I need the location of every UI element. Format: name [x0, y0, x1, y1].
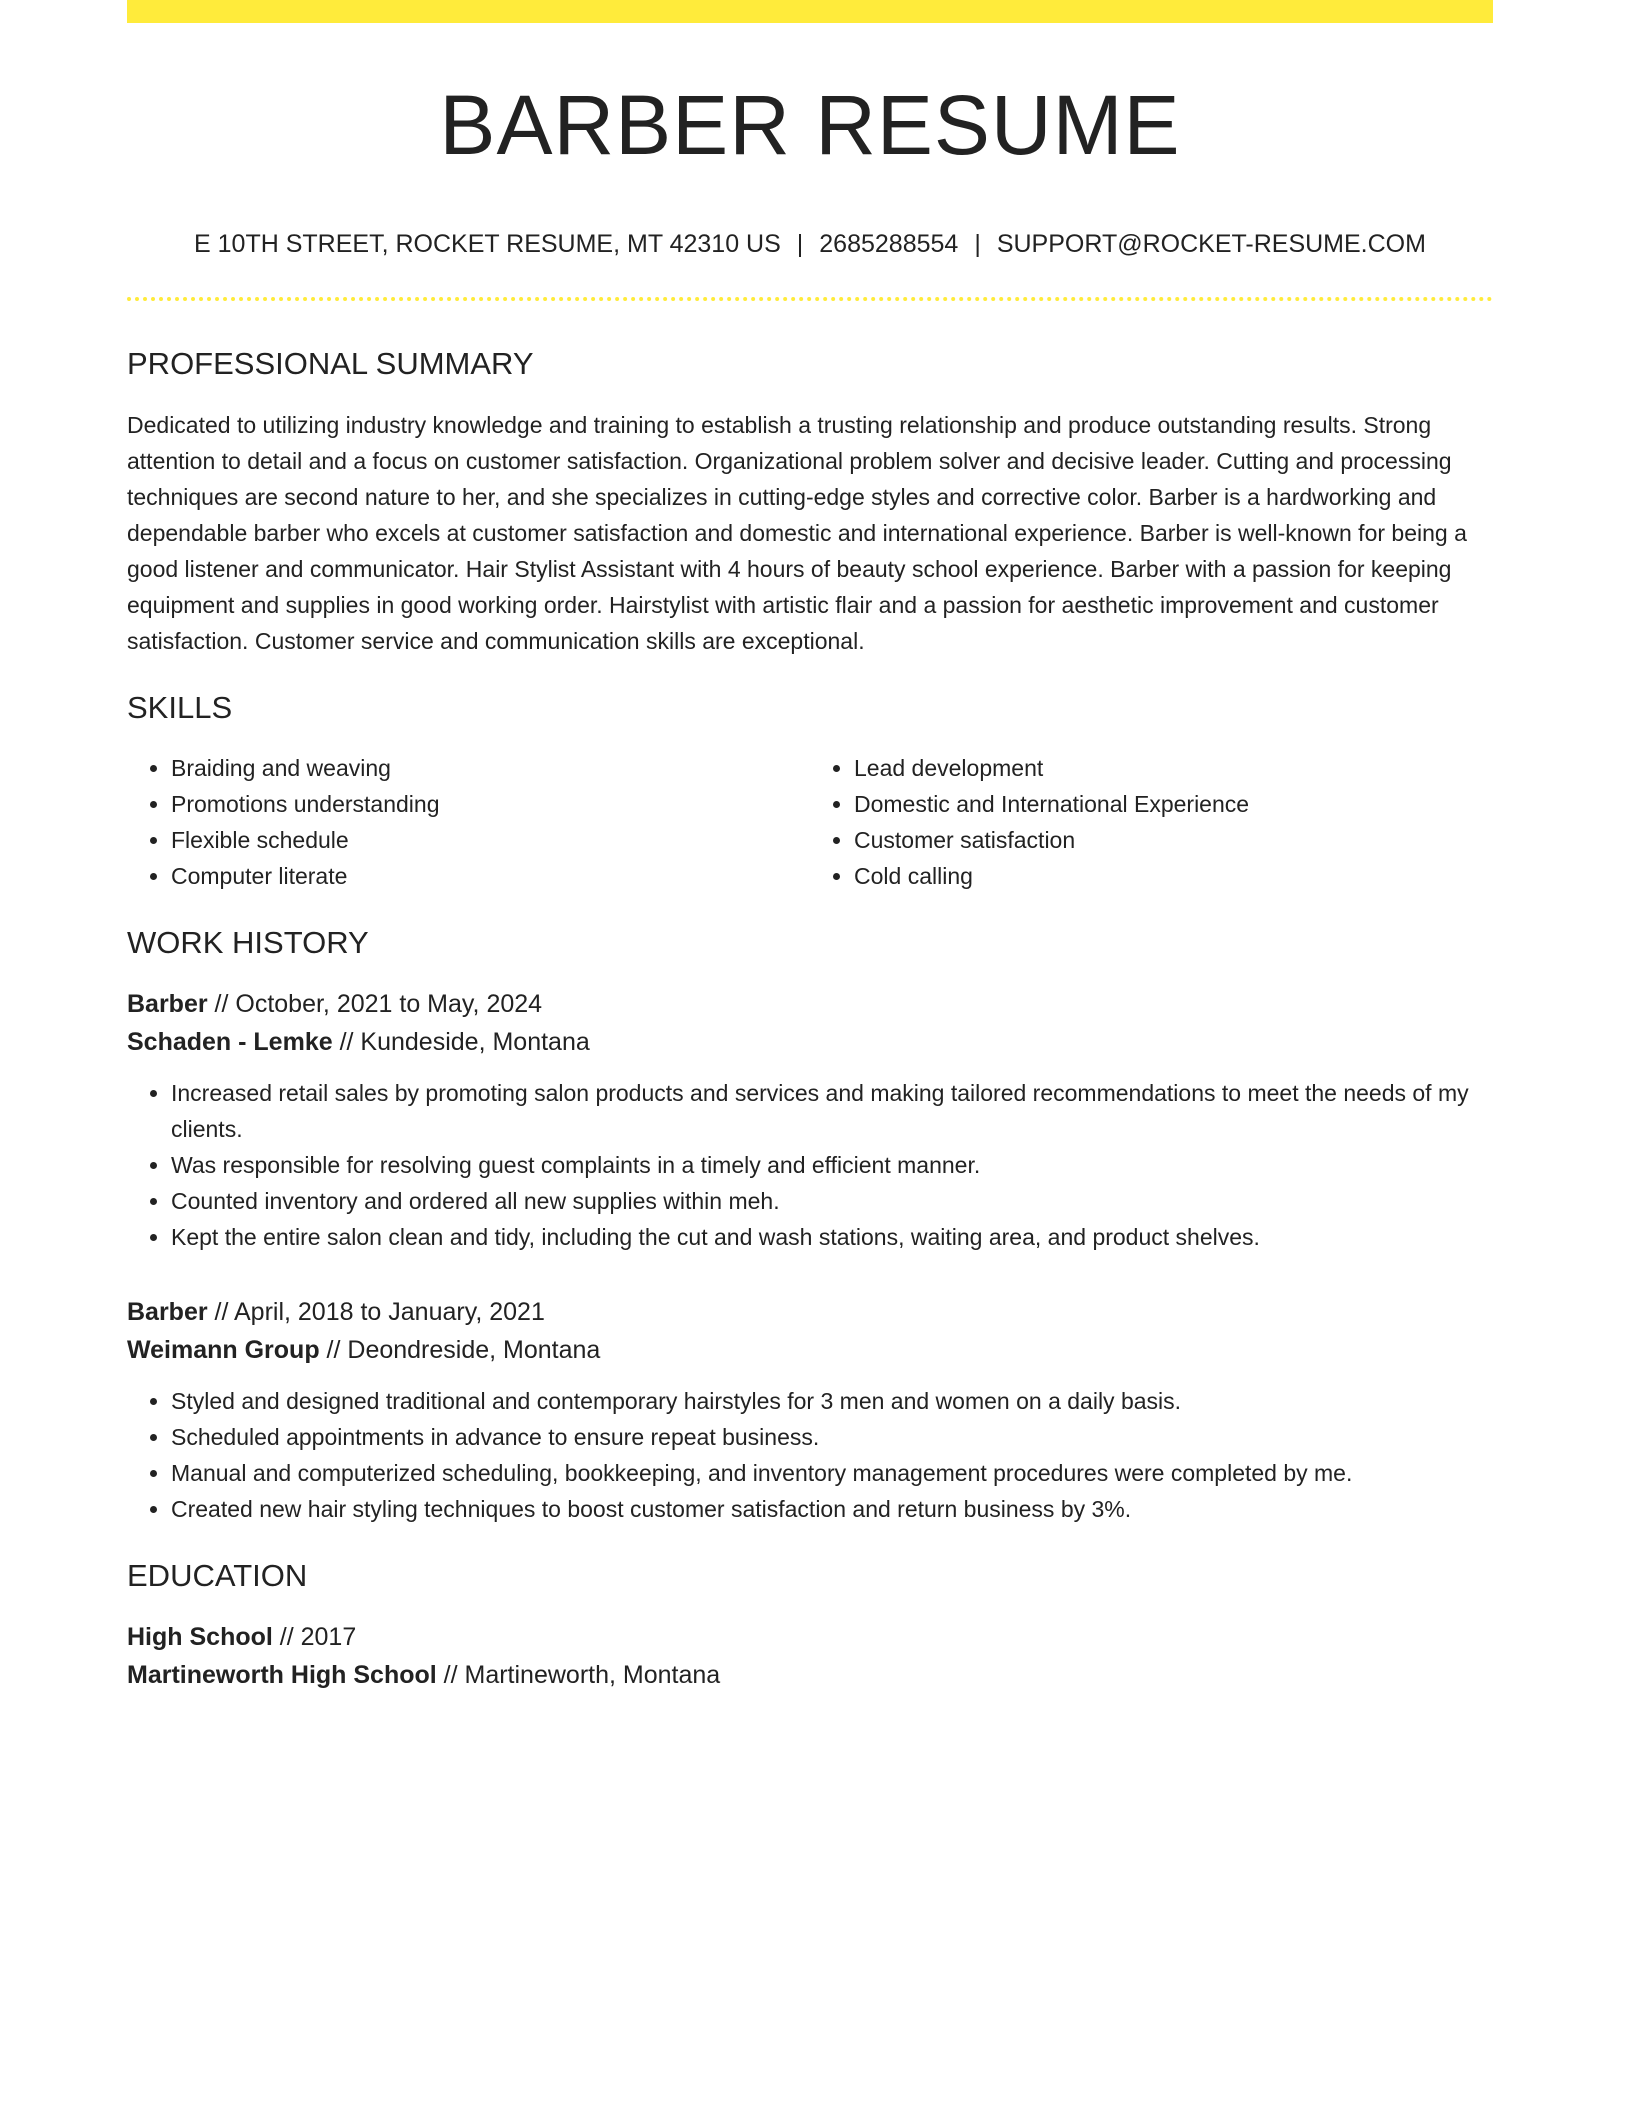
skill-item: • Braiding and weaving — [171, 750, 810, 786]
job-bullet: • Styled and designed traditional and contemporary hairstyles for 3 men and women on a daily basis. — [171, 1383, 1493, 1419]
job-bullets — [127, 1075, 1493, 1255]
job-bullet: • Increased retail sales by promoting salon products and services and making tailored recommendations to meet the needs of my clients. — [171, 1075, 1493, 1147]
job-bullet: • Manual and computerized scheduling, bookkeeping, and inventory management procedures were completed by me. — [171, 1455, 1493, 1491]
skill-item: • Promotions understanding — [171, 786, 810, 822]
education-school-line — [127, 1656, 1493, 1694]
job-company-line — [127, 1331, 1493, 1369]
job-role-line — [127, 1293, 1493, 1331]
education-entry — [127, 1618, 1493, 1694]
job-company: Weimann Group — [127, 1335, 320, 1364]
education-location: // Martineworth, Montana — [436, 1661, 721, 1690]
skill-item: • Domestic and International Experience — [854, 786, 1493, 822]
job-bullets — [127, 1383, 1493, 1527]
skills-heading: SKILLS — [127, 689, 233, 725]
skills-column-right — [810, 750, 1493, 894]
contact-email: SUPPORT@ROCKET-RESUME.COM — [996, 230, 1426, 259]
job-location: // Kundeside, Montana — [332, 1027, 590, 1056]
contact-address: E 10TH STREET, ROCKET RESUME, MT 42310 US — [194, 230, 781, 259]
job-dates: // April, 2018 to January, 2021 — [207, 1297, 545, 1326]
job-dates: // October, 2021 to May, 2024 — [207, 989, 543, 1018]
summary-text: Dedicated to utilizing industry knowledge and training to establish a trusting relationship and produce outstanding results. Strong attention to detail and a focus on customer satisfaction. Organizational problem solver and decisive leader. Cutting and processing techniques are second nature to her, and she specializes in cutting-edge styles and corrective color. Barber is a hardworking and dependable barber who excels at customer satisfaction and domestic and international experience. Barber is well-known for being a good listener and communicator. Hair Stylist Assistant with 4 hours of beauty school experience. Barber with a passion for keeping equipment and supplies in good working order. Hairstylist with artistic flair and a passion for aesthetic improvement and customer satisfaction. Customer service and communication skills are exceptional. — [127, 411, 1467, 654]
job-entry — [127, 1293, 1493, 1527]
job-location: // Deondreside, Montana — [319, 1335, 601, 1364]
education-heading: EDUCATION — [127, 1557, 308, 1593]
skills-list — [127, 750, 1493, 894]
resume-title: BARBER RESUME — [439, 78, 1181, 172]
contact-phone: 2685288554 — [819, 230, 959, 259]
education-year: // 2017 — [272, 1623, 357, 1652]
skill-item: • Flexible schedule — [171, 822, 810, 858]
job-entry — [127, 985, 1493, 1255]
summary-heading: PROFESSIONAL SUMMARY — [127, 346, 534, 382]
job-bullet: • Scheduled appointments in advance to ensure repeat business. — [171, 1419, 1493, 1455]
contact-separator: | — [796, 230, 804, 259]
skill-item: • Lead development — [854, 750, 1493, 786]
job-bullet: • Kept the entire salon clean and tidy, including the cut and wash stations, waiting area, and product shelves. — [171, 1219, 1493, 1255]
contact-line — [127, 229, 1493, 259]
education-degree: High School — [127, 1623, 273, 1652]
job-role-line — [127, 985, 1493, 1023]
accent-top-bar — [127, 0, 1493, 23]
job-bullet: • Counted inventory and ordered all new supplies within meh. — [171, 1183, 1493, 1219]
skill-item: • Customer satisfaction — [854, 822, 1493, 858]
contact-separator: | — [974, 230, 981, 259]
resume-page — [127, 0, 1493, 1694]
job-company: Schaden - Lemke — [127, 1027, 333, 1056]
skills-column-left — [127, 750, 810, 894]
job-bullet: • Created new hair styling techniques to boost customer satisfaction and return business by 3%. — [171, 1491, 1493, 1527]
skill-item: • Cold calling — [854, 858, 1493, 894]
job-company-line — [127, 1023, 1493, 1061]
job-role: Barber — [127, 1297, 208, 1326]
education-degree-line — [127, 1618, 1493, 1656]
job-bullet: • Was responsible for resolving guest complaints in a timely and efficient manner. — [171, 1147, 1493, 1183]
skill-item: • Computer literate — [171, 858, 810, 894]
education-school: Martineworth High School — [127, 1661, 437, 1690]
header-divider — [127, 297, 1493, 301]
work-history-heading: WORK HISTORY — [127, 924, 369, 960]
job-role: Barber — [127, 989, 208, 1018]
